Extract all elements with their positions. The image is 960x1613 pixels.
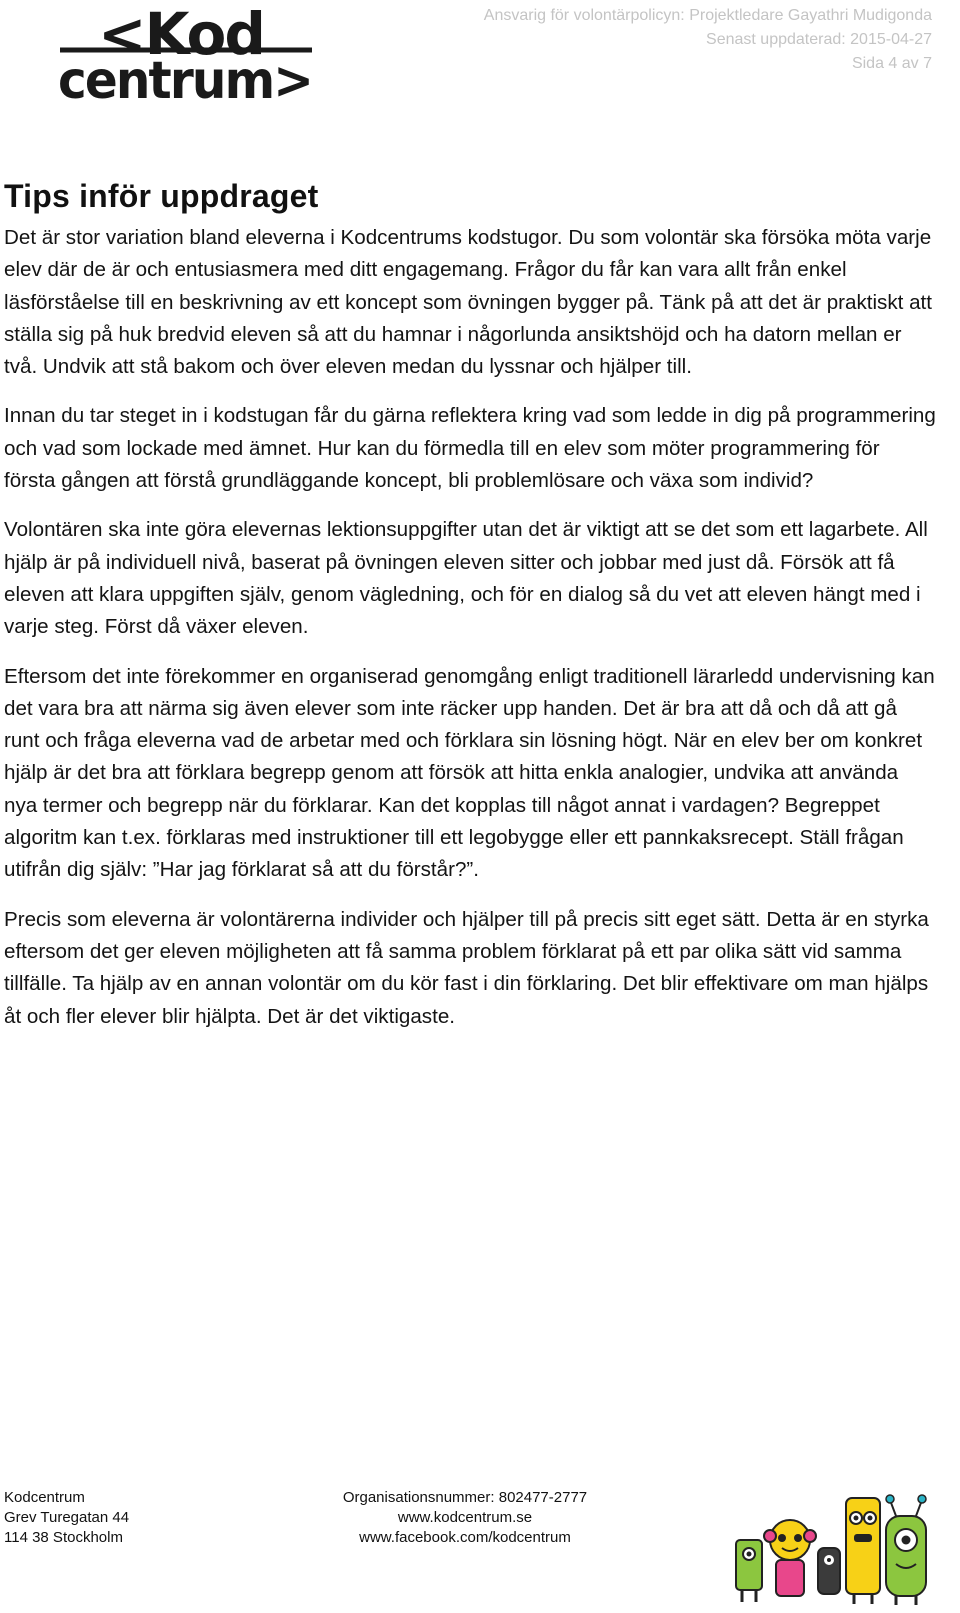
logo-text-kod: <Kod (98, 2, 264, 68)
section-title: Tips inför uppdraget (4, 178, 319, 214)
mascot-yellow-tall-icon (846, 1498, 880, 1604)
page-number: Sida 4 av 7 (851, 55, 932, 72)
footer-city: 114 38 Stockholm (4, 1529, 123, 1546)
footer-street: Grev Turegatan 44 (4, 1509, 130, 1526)
responsible-line: Ansvarig för volontärpolicyn: Projektledare Gayathri Mudigonda (483, 7, 932, 24)
mascot-dark-small-icon (818, 1548, 840, 1594)
footer-org: Kodcentrum (4, 1489, 85, 1506)
footer-org-number: Organisationsnummer: 802477-2777 (342, 1489, 588, 1506)
paragraph: Eftersom det inte förekommer en organiserad genomgång enligt traditionell lärarledd undervisning kan det vara bra att närma sig även elever som inte räcker upp handen. Det är bra att då och då att gå runt och fråga eleverna vad de arbetar med och förklara sin lösning högt. När en elev ber om konkret hjälp är det bra att förklara begrepp genom att försök att hitta enkla analogier, undvika att använda nya termer och begrepp när du förklarar. Kan det kopplas till något annat i vardagen? Begreppet algoritm kan t.ex. förklaras med instruktioner till ett legobygge eller ett pannkaksrecept. Ställ frågan utifrån dig själv: ”Har jag förklarat så att du förstår?”. (4, 664, 935, 882)
mascots-illustration (732, 1490, 932, 1608)
section-content (4, 222, 936, 1050)
footer-contact (330, 1488, 600, 1548)
paragraph: Precis som eleverna är volontärerna individer och hjälper till på precis sitt eget sätt. Detta är en styrka eftersom det ger eleven möjligheten att få samma problem förklarat på ett par olika sätt vid samma tillfälle. Ta hjälp av en annan volontär om du kör fast i din förklaring. Det blir effektivare om man hjälps åt och fler elever blir hjälpta. Det är det viktigaste. (4, 907, 929, 1028)
kodcentrum-logo (58, 2, 314, 102)
paragraph: Innan du tar steget in i kodstugan får du gärna reflektera kring vad som ledde in dig på programmering och vad som lockade med ämnet. Hur kan du förmedla till en elev som möter programmering för första gången att förstå grundläggande koncept, bli problemlösare och växa som individ? (4, 404, 936, 493)
mascot-yellow-girl-icon (764, 1520, 816, 1596)
footer-address (4, 1488, 129, 1548)
header-meta (484, 4, 932, 76)
paragraph: Volontären ska inte göra elevernas lektionsuppgifter utan det är viktigt att se det som ett lagarbete. All hjälp är på individuell nivå, baserat på övningen eleven sitter och jobbar med just då. Försök att få eleven att klara uppgiften själv, genom vägledning, och för en dialog så du vet att eleven hängt med i varje steg. Först då växer eleven. (4, 518, 928, 639)
mascot-green-big-icon (886, 1495, 926, 1605)
mascot-green-small-icon (736, 1540, 762, 1602)
footer-website[interactable]: www.kodcentrum.se (397, 1509, 533, 1526)
footer-facebook[interactable]: www.facebook.com/kodcentrum (359, 1529, 571, 1546)
paragraph: Det är stor variation bland eleverna i Kodcentrums kodstugor. Du som volontär ska försöka möta varje elev där de är och entusiasmera med ditt engagemang. Frågor du får kan vara allt från enkel läsförståelse till en beskrivning av ett koncept som övningen bygger på. Tänk på att det är praktiskt att ställa sig på huk bredvid eleven så att du hamnar i någorlunda ansiktshöjd och ha datorn mellan er två. Undvik att stå bakom och över eleven medan du lyssnar och hjälper till. (4, 226, 932, 379)
logo-text-centrum: centrum> (58, 51, 312, 102)
updated-line: Senast uppdaterad: 2015-04-27 (706, 31, 932, 48)
